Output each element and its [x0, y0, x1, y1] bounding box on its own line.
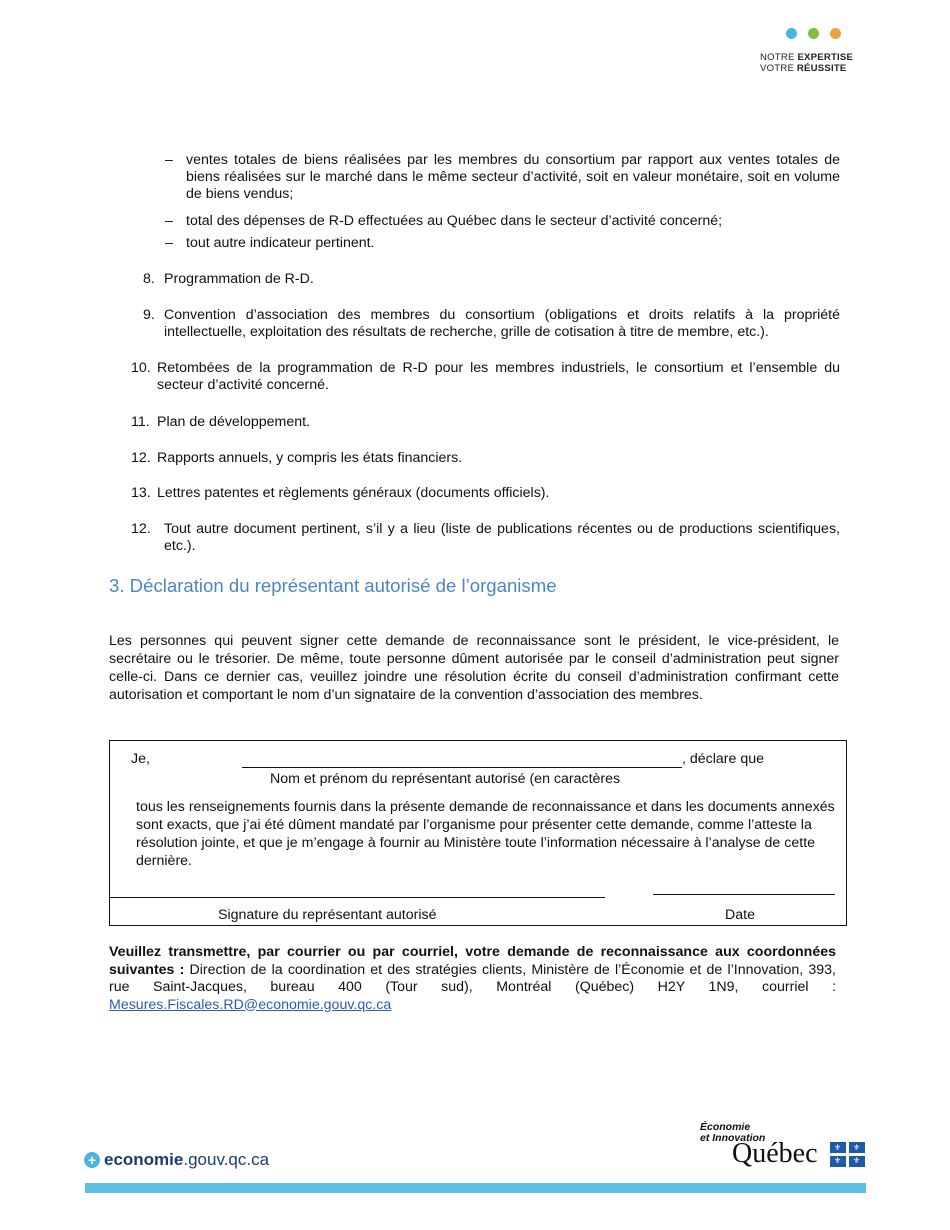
- je-label: Je,: [131, 751, 150, 767]
- email-link[interactable]: Mesures.Fiscales.RD@economie.gouv.qc.ca: [109, 996, 392, 1013]
- bullet-item: [165, 213, 840, 230]
- fleur-de-lis-icon: ⚜: [834, 1143, 842, 1152]
- site-name-domain: .gouv.qc.ca: [183, 1150, 270, 1169]
- numbered-item-9: [143, 307, 840, 341]
- bullet-text: tout autre indicateur pertinent.: [186, 235, 375, 251]
- item-number: 10.: [131, 360, 151, 376]
- item-text: Retombées de la programmation de R-D pour les membres industriels, le consortium et l’ensemble du secteur d’activité concerné.: [157, 360, 840, 393]
- brand-dots: [786, 28, 842, 40]
- quebec-flag-icon: [830, 1142, 865, 1167]
- site-name-economie: economie: [104, 1150, 184, 1169]
- tagline-votre: VOTRE: [760, 63, 797, 74]
- fleur-de-lis-icon: ⚜: [834, 1156, 842, 1165]
- signature-line[interactable]: [110, 897, 605, 898]
- date-caption: Date: [725, 907, 755, 923]
- item-number: 13.: [131, 485, 151, 501]
- ministry-line-1: Économie: [700, 1121, 751, 1133]
- fleur-de-lis-icon: ⚜: [853, 1156, 861, 1165]
- item-text: Rapports annuels, y compris les états financiers.: [157, 450, 463, 466]
- website-logo: [84, 1150, 269, 1170]
- transmission-paragraph: [109, 944, 836, 1014]
- orange-dot-icon: [830, 28, 841, 39]
- section-paragraph: Les personnes qui peuvent signer cette demande de reconnaissance sont le président, le vice-président, le secrétaire ou le trésorier. De même, toute personne dûment autorisée par le conseil d’administration peut signer celle-ci. Dans ce dernier cas, veuillez joindre une résolution écrite du conseil d’administration confirmant cette autorisation et comportant le nom d’un signataire de la convention d’association des membres.: [109, 633, 839, 703]
- plus-circle-icon: +: [84, 1152, 100, 1168]
- item-text: Lettres patentes et règlements généraux (documents officiels).: [157, 485, 550, 501]
- bullet-text: total des dépenses de R-D effectuées au Québec dans le secteur d’activité concerné;: [186, 213, 723, 229]
- dash-marker: –: [165, 213, 173, 229]
- transmission-body: Direction de la coordination et des stratégies clients, Ministère de l’Économie et de l’Innovation, 393, rue Saint-Jacques, bureau 400 (Tour sud), Montréal (Québec) H2Y 1N9, courriel :: [109, 961, 836, 995]
- item-text: Convention d’association des membres du consortium (obligations et droits relatifs à la propriété intellectuelle, exploitation des résultats de recherche, grille de cotisation à titre de membre, etc.).: [164, 307, 840, 340]
- item-text: Programmation de R-D.: [164, 271, 314, 287]
- green-dot-icon: [808, 28, 819, 39]
- declaration-text: tous les renseignements fournis dans la présente demande de reconnaissance et dans les documents annexés sont exacts, que j’ai été dûment mandaté par l’organisme pour présenter cette demande, comme l’atteste la résolution jointe, et que je m’engage à fournir au Ministère toute l’information nécessaire à l’analyse de cette dernière.: [136, 799, 835, 869]
- item-number: 8.: [143, 271, 155, 287]
- blue-dot-icon: [786, 28, 797, 39]
- numbered-item-13: [131, 485, 840, 502]
- tagline-reussite: RÉUSSITE: [796, 63, 847, 74]
- item-number: 11.: [131, 414, 150, 430]
- item-text: Plan de développement.: [157, 414, 311, 430]
- numbered-item-8: [143, 271, 840, 288]
- footer-bar: [85, 1183, 866, 1193]
- section-heading: 3. Déclaration du représentant autorisé de l’organisme: [109, 575, 557, 596]
- bullet-item: [165, 152, 840, 203]
- name-input-line[interactable]: [242, 767, 682, 768]
- numbered-item-12b: [131, 521, 840, 555]
- item-number: 12.: [131, 450, 151, 466]
- tagline-expertise: EXPERTISE: [797, 52, 854, 63]
- numbered-item-12: [131, 450, 840, 467]
- bullet-text: ventes totales de biens réalisées par les membres du consortium par rapport aux ventes totales de biens réalisées sur le marché dans le même secteur d’activité, soit en valeur monétaire, soit en volume de biens vendus;: [186, 152, 840, 202]
- ministry-line-2: et Innovation: [700, 1132, 766, 1144]
- quebec-wordmark: Québec: [732, 1138, 818, 1169]
- transmission-bold: Veuillez transmettre, par courrier ou par courriel, votre demande de reconnaissance aux coordonnées suivantes :: [109, 944, 836, 978]
- name-caption: Nom et prénom du représentant autorisé (en caractères: [270, 771, 621, 787]
- bullet-item: [165, 235, 840, 252]
- declare-label: , déclare que: [682, 751, 765, 767]
- fleur-de-lis-icon: ⚜: [853, 1143, 861, 1152]
- numbered-item-10: [131, 360, 840, 394]
- item-number: 12.: [131, 521, 151, 537]
- signature-caption: Signature du représentant autorisé: [218, 907, 437, 923]
- item-number: 9.: [143, 307, 155, 323]
- numbered-item-11: [131, 414, 840, 431]
- dash-marker: –: [165, 235, 173, 251]
- item-text: Tout autre document pertinent, s’il y a lieu (liste de publications récentes ou de productions scientifiques, etc.).: [164, 521, 840, 554]
- dash-marker: –: [165, 152, 173, 168]
- date-line[interactable]: [653, 894, 835, 895]
- tagline-notre: NOTRE: [760, 52, 798, 63]
- tagline: [760, 52, 853, 74]
